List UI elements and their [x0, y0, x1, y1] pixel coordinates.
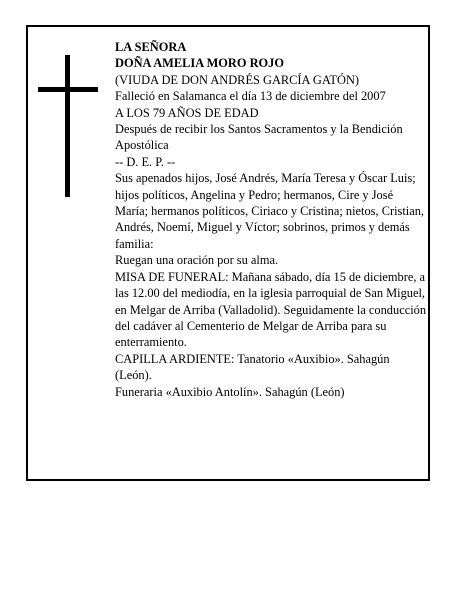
funeral-home-line: Funeraria «Auxibio Antolín». Sahagún (León)	[115, 384, 345, 399]
sacraments-line: Después de recibir los Santos Sacramentos y la Bendición Apostólica	[115, 122, 403, 153]
family-paragraph: Sus apenados hijos, José Andrés, María Teresa y Óscar Luis; hijos políticos, Angelina y Pedro; hermanos, Cire y José María; hermanos políticos, Ciriaco y Cristina; nietos, Cristian, Andrés, Noemí, Miguel y Víctor; sobrinos, primos y demás familia:	[115, 171, 425, 251]
prayer-line: Ruegan una oración por su alma.	[115, 253, 279, 268]
age-line: A LOS 79 AÑOS DE EDAD	[115, 105, 259, 120]
dep-line: -- D. E. P. --	[115, 154, 176, 169]
obituary-text	[115, 39, 427, 400]
widow-line: (VIUDA DE DON ANDRÉS GARCÍA GATÓN)	[115, 72, 360, 87]
obituary-title: LA SEÑORA	[115, 40, 187, 54]
funeral-mass-paragraph: MISA DE FUNERAL: Mañana sábado, día 15 de diciembre, a las 12.00 del mediodía, en la iglesia parroquial de San Miguel, en Melgar de Arriba (Valladolid). Seguidamente la conducción del cadáver al Cementerio de Melgar de Arriba para su enterramiento.	[115, 269, 427, 350]
obituary-notice	[26, 25, 430, 481]
latin-cross-icon	[38, 55, 98, 197]
death-line: Falleció en Salamanca el día 13 de diciembre del 2007	[115, 89, 386, 104]
deceased-name: DOÑA AMELIA MORO ROJO	[115, 56, 285, 71]
chapel-line: CAPILLA ARDIENTE: Tanatorio «Auxibio». Sahagún (León).	[115, 351, 390, 383]
